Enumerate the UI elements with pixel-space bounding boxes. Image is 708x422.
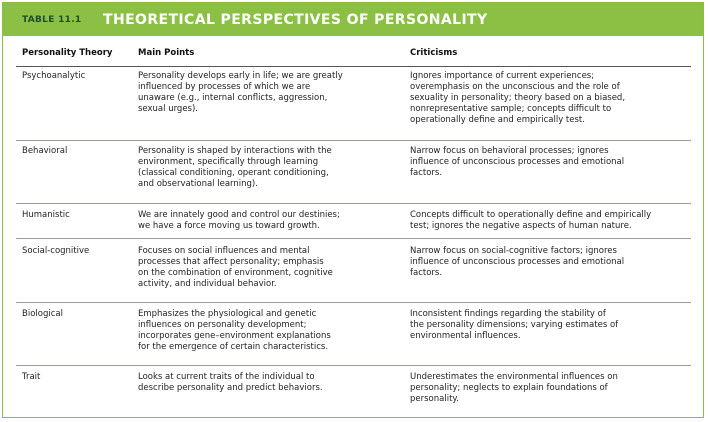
cell-main-points: Looks at current traits of the individual to describe personality and predict behaviors. — [138, 372, 323, 393]
cell-theory: Biological — [22, 309, 63, 319]
cell-main-points: We are innately good and control our destinies; we have a force moving us toward growth. — [138, 210, 340, 231]
row-divider — [16, 238, 691, 239]
cell-criticisms: Underestimates the environmental influences on personality; neglects to explain foundations of personality. — [410, 372, 618, 404]
column-header-theory: Personality Theory — [22, 48, 113, 58]
cell-theory: Psychoanalytic — [22, 71, 86, 81]
cell-main-points: Emphasizes the physiological and genetic influences on personality development; incorporates gene–environment explanations for the emergence of certain characteristics. — [138, 309, 331, 352]
cell-criticisms: Narrow focus on social-cognitive factors; ignores influence of unconscious processes and emotional factors. — [410, 246, 625, 278]
column-header-main-points: Main Points — [138, 48, 195, 58]
cell-criticisms: Narrow focus on behavioral processes; ignores influence of unconscious processes and emotional factors. — [410, 146, 625, 178]
header-divider — [16, 66, 691, 67]
cell-theory: Social-cognitive — [22, 246, 90, 256]
table-card — [2, 2, 704, 418]
table-title: THEORETICAL PERSPECTIVES OF PERSONALITY — [103, 12, 488, 28]
cell-criticisms: Ignores importance of current experiences; overemphasis on the unconscious and the role of sexuality in personality; theory based on a biased, nonrepresentative sample; concepts difficult to operationally define and empirically test. — [410, 71, 626, 125]
cell-theory: Trait — [22, 372, 41, 382]
row-divider — [16, 365, 691, 366]
cell-theory: Humanistic — [22, 210, 70, 220]
table-header-bar — [3, 3, 703, 36]
column-header-criticisms: Criticisms — [410, 48, 458, 58]
cell-criticisms: Concepts difficult to operationally define and empirically test; ignores the negative aspects of human nature. — [410, 210, 652, 231]
table-number: TABLE 11.1 — [22, 15, 82, 25]
row-divider — [16, 302, 691, 303]
cell-main-points: Personality develops early in life; we are greatly influenced by processes of which we are unaware (e.g., internal conflicts, aggression, sexual urges). — [138, 71, 343, 114]
cell-criticisms: Inconsistent findings regarding the stability of the personality dimensions; varying estimates of environmental influences. — [410, 309, 619, 341]
cell-main-points: Personality is shaped by interactions with the environment, specifically through learning (classical conditioning, operant conditioning, and observational learning). — [138, 146, 332, 189]
cell-main-points: Focuses on social influences and mental processes that affect personality; emphasis on the combination of environment, cognitive activity, and individual behavior. — [138, 246, 333, 289]
row-divider — [16, 203, 691, 204]
row-divider — [16, 140, 691, 141]
cell-theory: Behavioral — [22, 146, 68, 156]
